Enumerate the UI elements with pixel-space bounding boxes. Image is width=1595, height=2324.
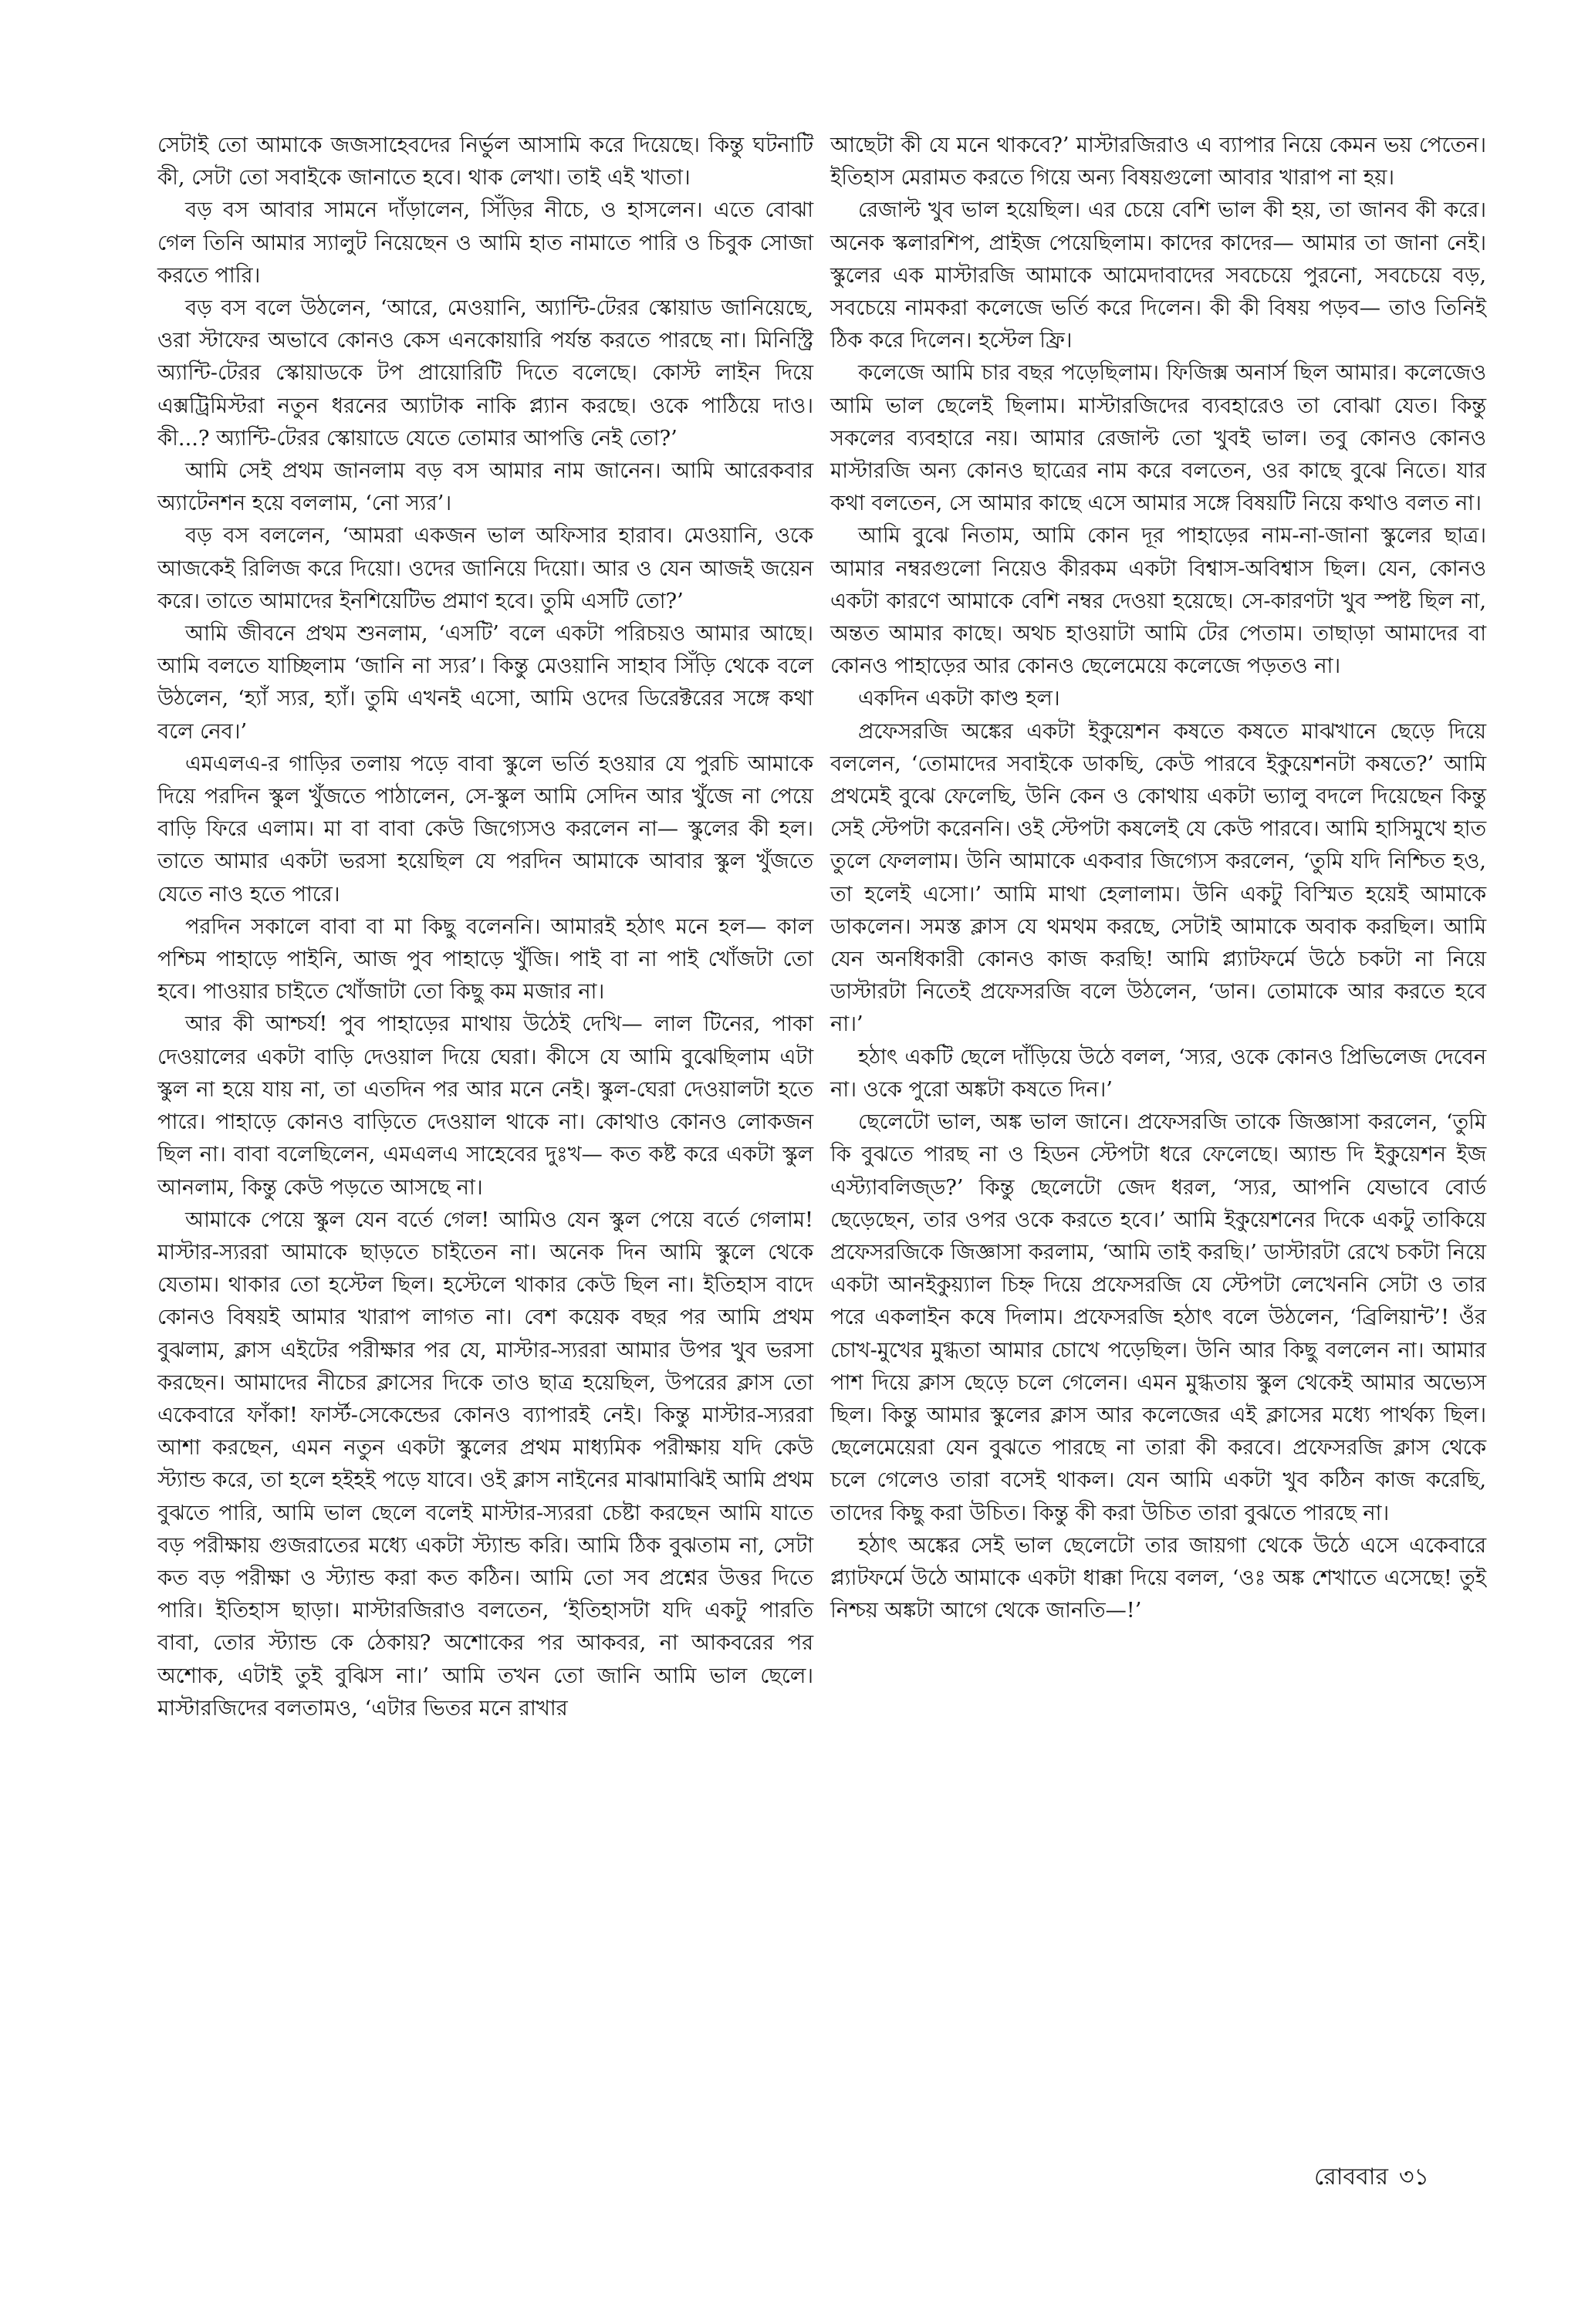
paragraph: আমি সেই প্রথম জানলাম বড় বস আমার নাম জানেন। আমি আরেকবার অ্যাটেনশন হয়ে বললাম, ‘নো স্যর’।	[157, 459, 813, 516]
paragraph: রেজাল্ট খুব ভাল হয়েছিল। এর চেয়ে বেশি ভাল কী হয়, তা জানব কী করে। অনেক স্কলারশিপ, প্রাইজ পেয়েছিলাম। কাদের কাদের— আমার তা জানা নেই। স্কুলের এক মাস্টারজি আমাকে আমেদাবাদের সবচেয়ে পুরনো, সবচেয়ে বড়, সবচেয়ে নামকরা কলেজে ভর্তি করে দিলেন। কী কী বিষয় পড়ব— তাও তিনিই ঠিক করে দিলেন। হস্টেল ফ্রি।	[830, 198, 1486, 353]
paragraph: হঠাৎ একটি ছেলে দাঁড়িয়ে উঠে বলল, ‘স্যর, ওকে কোনও প্রিভিলেজ দেবেন না। ওকে পুরো অঙ্কটা কষতে দিন।’	[830, 1045, 1486, 1102]
paragraph: সেটাই তো আমাকে জজসাহেবদের নির্ভুল আসামি করে দিয়েছে। কিন্তু ঘটনাটি কী, সেটা তো সবাইকে জানাতে হবে। থাক লেখা। তাই এই খাতা।	[157, 133, 813, 191]
paragraph: বড় বস বললেন, ‘আমরা একজন ভাল অফিসার হারাব। মেওয়ানি, ওকে আজকেই রিলিজ করে দিয়ো। ওদের জানিয়ে দিয়ো। আর ও যেন আজই জয়েন করে। তাতে আমাদের ইনশিয়েটিভ প্রমাণ হবে। তুমি এসটি তো?’	[157, 524, 813, 613]
page-number: ৩১	[1399, 2164, 1429, 2191]
paragraph: প্রফেসরজি অঙ্কের একটা ইকুয়েশন কষতে কষতে মাঝখানে ছেড়ে দিয়ে বললেন, ‘তোমাদের সবাইকে ডাকছি, কেউ পারবে ইকুয়েশনটা কষতে?’ আমি প্রথমেই বুঝে ফেলেছি, উনি কেন ও কোথায় একটা ভ্যালু বদলে দিয়েছেন কিন্তু সেই স্টেপটা করেননি। ওই স্টেপটা কষলেই যে কেউ পারবে। আমি হাসিমুখে হাত তুলে ফেললাম। উনি আমাকে একবার জিগ্যেস করলেন, ‘তুমি যদি নিশ্চিত হও, তা হলেই এসো।’ আমি মাথা হেলালাম। উনি একটু বিস্মিত হয়েই আমাকে ডাকলেন। সমস্ত ক্লাস যে থমথম করছে, সেটাই আমাকে অবাক করছিল। আমি যেন অনধিকারী কোনও কাজ করছি! আমি প্ল্যাটফর্মে উঠে চকটা না নিয়ে ডাস্টারটা নিতেই প্রফেসরজি বলে উঠলেন, ‘ডান। তোমাকে আর করতে হবে না।’	[830, 719, 1486, 1037]
paragraph: এমএলএ-র গাড়ির তলায় পড়ে বাবা স্কুলে ভর্তি হওয়ার যে পুরচি আমাকে দিয়ে পরদিন স্কুল খুঁজতে পাঠালেন, সে-স্কুল আমি সেদিন আর খুঁজে না পেয়ে বাড়ি ফিরে এলাম। মা বা বাবা কেউ জিগ্যেসও করলেন না— স্কুলের কী হল। তাতে আমার একটা ভরসা হয়েছিল যে পরদিন আমাকে আবার স্কুল খুঁজতে যেতে নাও হতে পারে।	[157, 752, 813, 907]
paragraph: বড় বস আবার সামনে দাঁড়ালেন, সিঁড়ির নীচে, ও হাসলেন। এতে বোঝা গেল তিনি আমার স্যালুট নিয়েছেন ও আমি হাত নামাতে পারি ও চিবুক সোজা করতে পারি।	[157, 198, 813, 288]
page-footer	[1303, 2162, 1429, 2193]
paragraph: আর কী আশ্চর্য! পুব পাহাড়ের মাথায় উঠেই দেখি— লাল টিনের, পাকা দেওয়ালের একটা বাড়ি দেওয়াল দিয়ে ঘেরা। কীসে যে আমি বুঝেছিলাম এটা স্কুল না হয়ে যায় না, তা এতদিন পর আর মনে নেই। স্কুল-ঘেরা দেওয়ালটা হতে পারে। পাহাড়ে কোনও বাড়িতে দেওয়াল থাকে না। কোথাও কোনও লোকজন ছিল না। বাবা বলেছিলেন, এমএলএ সাহেবের দুঃখ— কত কষ্ট করে একটা স্কুল আনলাম, কিন্তু কেউ পড়তে আসছে না।	[157, 1012, 813, 1200]
paragraph: আছেটা কী যে মনে থাকবে?’ মাস্টারজিরাও এ ব্যাপার নিয়ে কেমন ভয় পেতেন। ইতিহাস মেরামত করতে গিয়ে অন্য বিষয়গুলো আবার খারাপ না হয়।	[830, 133, 1486, 191]
paragraph: বড় বস বলে উঠলেন, ‘আরে, মেওয়ানি, অ্যান্টি-টেরর স্কোয়াড জানিয়েছে, ওরা স্টাফের অভাবে কোনও কেস এনকোয়ারি পর্যন্ত করতে পারছে না। মিনিস্ট্রি অ্যান্টি-টেরর স্কোয়াডকে টপ প্রায়োরিটি দিতে বলেছে। কোস্ট লাইন দিয়ে এক্সট্রিমিস্টরা নতুন ধরনের অ্যাটাক নাকি প্ল্যান করছে। ওকে পাঠিয়ে দাও। কী...? অ্যান্টি-টেরর স্কোয়াডে যেতে তোমার আপত্তি নেই তো?’	[157, 296, 813, 451]
paragraph: পরদিন সকালে বাবা বা মা কিছু বলেননি। আমারই হঠাৎ মনে হল— কাল পশ্চিম পাহাড়ে পাইনি, আজ পুব পাহাড়ে খুঁজি। পাই বা না পাই খোঁজটা তো হবে। পাওয়ার চাইতে খোঁজাটা তো কিছু কম মজার না।	[157, 914, 813, 1005]
footer-section-name: রোববার	[1314, 2164, 1389, 2191]
paragraph: আমাকে পেয়ে স্কুল যেন বর্তে গেল! আমিও যেন স্কুল পেয়ে বর্তে গেলাম! মাস্টার-স্যররা আমাকে ছাড়তে চাইতেন না। অনেক দিন আমি স্কুলে থেকে যেতাম। থাকার তো হস্টেল ছিল। হস্টেলে থাকার কেউ ছিল না। ইতিহাস বাদে কোনও বিষয়ই আমার খারাপ লাগত না। বেশ কয়েক বছর পর আমি প্রথম বুঝলাম, ক্লাস এইটের পরীক্ষার পর যে, মাস্টার-স্যররা আমার উপর খুব ভরসা করছেন। আমাদের নীচের ক্লাসের দিকে তাও ছাত্র হয়েছিল, উপরের ক্লাস তো একেবারে ফাঁকা! ফার্স্ট-সেকেন্ডের কোনও ব্যাপারই নেই। কিন্তু মাস্টার-স্যররা আশা করছেন, এমন নতুন একটা স্কুলের প্রথম মাধ্যমিক পরীক্ষায় যদি কেউ স্ট্যান্ড করে, তা হলে হইহই পড়ে যাবে। ওই ক্লাস নাইনের মাঝামাঝিই আমি প্রথম বুঝতে পারি, আমি ভাল ছেলে বলেই মাস্টার-স্যররা চেষ্টা করছেন আমি যাতে বড় পরীক্ষায় গুজরাতের মধ্যে একটা স্ট্যান্ড করি। আমি ঠিক বুঝতাম না, সেটা কত বড় পরীক্ষা ও স্ট্যান্ড করা কত কঠিন। আমি তো সব প্রশ্নের উত্তর দিতে পারি। ইতিহাস ছাড়া। মাস্টারজিরাও বলতেন, ‘ইতিহাসটা যদি একটু পারতি বাবা, তোর স্ট্যান্ড কে ঠেকায়? অশোকের পর আকবর, না আকবরের পর অশোক, এটাই তুই বুঝিস না।’ আমি তখন তো জানি আমি ভাল ছেলে। মাস্টারজিদের বলতামও, ‘এটার ভিতর মনে রাখার	[157, 1208, 813, 1721]
paragraph: একদিন একটা কাণ্ড হল।	[858, 687, 1060, 711]
paragraph: হঠাৎ অঙ্কের সেই ভাল ছেলেটো তার জায়গা থেকে উঠে এসে একেবারে প্ল্যাটফর্মে উঠে আমাকে একটা ধাক্কা দিয়ে বলল, ‘ওঃ অঙ্ক শেখাতে এসেছে! তুই নিশ্চয় অঙ্কটা আগে থেকে জানতি—!’	[830, 1533, 1486, 1623]
paragraph: কলেজে আমি চার বছর পড়েছিলাম। ফিজিক্স অনার্স ছিল আমার। কলেজেও আমি ভাল ছেলেই ছিলাম। মাস্টারজিদের ব্যবহারেও তা বোঝা যেত। কিন্তু সকলের ব্যবহারে নয়। আমার রেজাল্ট তো খুবই ভাল। তবু কোনও কোনও মাস্টারজি অন্য কোনও ছাত্রের নাম করে বলতেন, ওর কাছে বুঝে নিতে। যার কথা বলতেন, সে আমার কাছে এসে আমার সঙ্গে বিষয়টি নিয়ে কথাও বলত না।	[830, 361, 1486, 516]
paragraph: ছেলেটো ভাল, অঙ্ক ভাল জানে। প্রফেসরজি তাকে জিজ্ঞাসা করলেন, ‘তুমি কি বুঝতে পারছ না ও হিডন স্টেপটা ধরে ফেলেছে। অ্যান্ড দি ইকুয়েশন ইজ এস্ট্যাবলিজ্ড?’ কিন্তু ছেলেটো জেদ ধরল, ‘স্যর, আপনি যেভাবে বোর্ড ছেড়েছেন, তার ওপর ওকে করতে হবে।’ আমি ইকুয়েশনের দিকে একটু তাকিয়ে প্রফেসরজিকে জিজ্ঞাসা করলাম, ‘আমি তাই করছি।’ ডাস্টারটা রেখে চকটা নিয়ে একটা আনইকুয়্যাল চিহ্ন দিয়ে প্রফেসরজি যে স্টেপটা লেখেননি সেটা ও তার পরে একলাইন কষে দিলাম। প্রফেসরজি হঠাৎ বলে উঠলেন, ‘ব্রিলিয়ান্ট’! ওঁর চোখ-মুখের মুগ্ধতা আমার চোখে পড়েছিল। উনি আর কিছু বললেন না। আমার পাশ দিয়ে ক্লাস ছেড়ে চলে গেলেন। এমন মুগ্ধতায় স্কুল থেকেই আমার অভ্যেস ছিল। কিন্তু আমার স্কুলের ক্লাস আর কলেজের এই ক্লাসের মধ্যে পার্থক্য ছিল। ছেলেমেয়েরা যেন বুঝতে পারছে না তারা কী করবে। প্রফেসরজি ক্লাস থেকে চলে গেলেও তারা বসেই থাকল। যেন আমি একটা খুব কঠিন কাজ করেছি, তাদের কিছু করা উচিত। কিন্তু কী করা উচিত তারা বুঝতে পারছে না।	[830, 1110, 1486, 1525]
paragraph: আমি বুঝে নিতাম, আমি কোন দূর পাহাড়ের নাম-না-জানা স্কুলের ছাত্র। আমার নম্বরগুলো নিয়েও কীরকম একটা বিশ্বাস-অবিশ্বাস ছিল। যেন, কোনও একটা কারণে আমাকে বেশি নম্বর দেওয়া হয়েছে। সে-কারণটা খুব স্পষ্ট ছিল না, অন্তত আমার কাছে। অথচ হাওয়াটা আমি টের পেতাম। তাছাড়া আমাদের বা কোনও পাহাড়ের আর কোনও ছেলেমেয়ে কলেজে পড়তও না।	[830, 524, 1486, 679]
left-column	[157, 130, 813, 1725]
right-column	[830, 130, 1486, 1627]
paragraph: আমি জীবনে প্রথম শুনলাম, ‘এসটি’ বলে একটা পরিচয়ও আমার আছে। আমি বলতে যাচ্ছিলাম ‘জানি না স্যর’। কিন্তু মেওয়ানি সাহাব সিঁড়ি থেকে বলে উঠলেন, ‘হ্যাঁ স্যর, হ্যাঁ। তুমি এখনই এসো, আমি ওদের ডিরেক্টরের সঙ্গে কথা বলে নেব।’	[157, 622, 813, 744]
